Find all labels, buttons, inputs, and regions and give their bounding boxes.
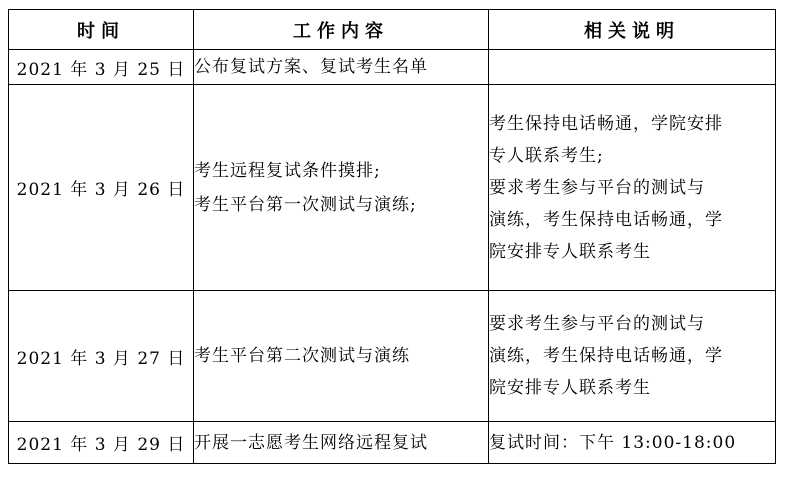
date-cell: 2021 年 3 月 29 日 xyxy=(9,422,194,464)
note-line: 要求考生参与平台的测试与 xyxy=(489,177,705,198)
header-row xyxy=(9,10,776,50)
table-row xyxy=(9,291,776,422)
note-line: 要求考生参与平台的测试与 xyxy=(489,314,705,334)
date-cell: 2021 年 3 月 25 日 xyxy=(9,50,194,85)
work-cell xyxy=(194,291,489,422)
note-cell xyxy=(489,422,776,464)
note-line: 考生保持电话畅通，学院安排 xyxy=(489,113,723,134)
table-row xyxy=(9,422,776,464)
table-row xyxy=(9,50,776,85)
table-row xyxy=(9,85,776,291)
work-line: 考生远程复试条件摸排; xyxy=(194,160,381,181)
note-cell xyxy=(489,291,776,422)
work-line: 公布复试方案、复试考生名单 xyxy=(194,57,428,77)
work-line: 开展一志愿考生网络远程复试 xyxy=(194,432,428,453)
work-line: 考生平台第一次测试与演练; xyxy=(194,194,417,215)
note-line: 演练，考生保持电话畅通，学 xyxy=(489,346,723,366)
note-line: 院安排专人联系考生 xyxy=(489,241,651,262)
note-line: 复试时间：下午 13:00-18:00 xyxy=(489,432,737,453)
schedule-table xyxy=(8,9,776,464)
header-work-content: 工作内容 xyxy=(194,10,489,50)
work-cell xyxy=(194,85,489,291)
header-time: 时间 xyxy=(9,10,194,50)
work-cell xyxy=(194,50,489,85)
note-line: 专人联系考生; xyxy=(489,145,604,166)
note-cell xyxy=(489,50,776,85)
note-line: 演练，考生保持电话畅通，学 xyxy=(489,209,723,230)
note-line: 院安排专人联系考生 xyxy=(489,378,651,398)
work-cell xyxy=(194,422,489,464)
date-cell: 2021 年 3 月 26 日 xyxy=(9,85,194,291)
work-line: 考生平台第二次测试与演练 xyxy=(194,346,410,366)
header-notes: 相关说明 xyxy=(489,10,776,50)
date-cell: 2021 年 3 月 27 日 xyxy=(9,291,194,422)
note-cell xyxy=(489,85,776,291)
